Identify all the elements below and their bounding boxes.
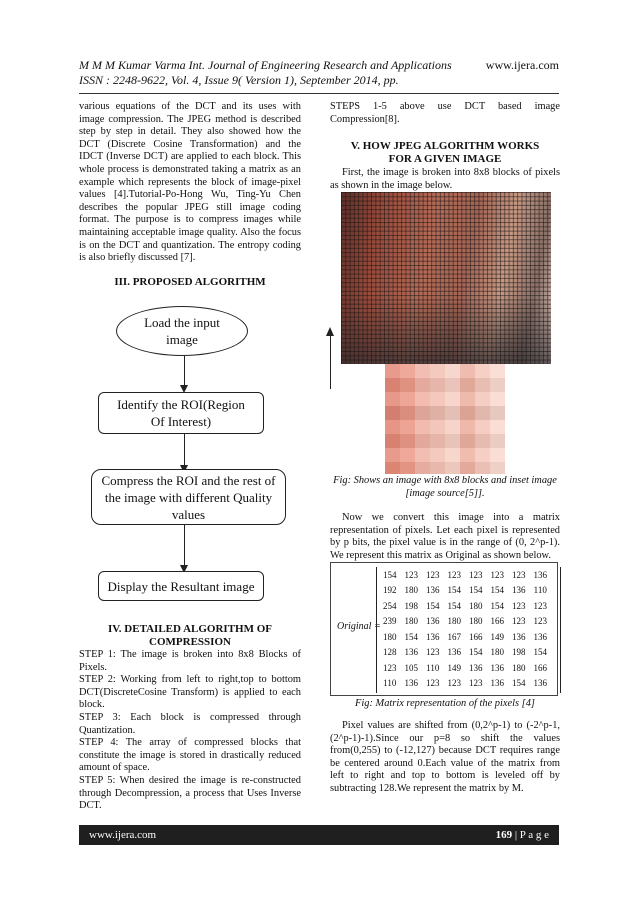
matrix-row [379, 614, 551, 630]
step-2: STEP 2: Working from left to right,top to bottom DCT(DiscreteCosine Transform) is applied to each block. [79, 674, 301, 711]
matrix-cell: 198 [404, 600, 418, 611]
flow-step-display-label: Display the Resultant image [107, 578, 255, 594]
matrix-cell: 154 [404, 631, 418, 642]
matrix-row [379, 660, 551, 676]
left-column [79, 101, 301, 265]
matrix-cell: 154 [426, 600, 440, 611]
matrix-cell: 180 [512, 662, 526, 673]
matrix-cell: 136 [533, 678, 547, 689]
matrix-cell: 123 [512, 600, 526, 611]
matrix-cell: 166 [469, 631, 483, 642]
step-4: STEP 4: The array of compressed blocks that constitute the image is stored in drastically reduced amount of space. [79, 737, 301, 774]
matrix-cell: 198 [512, 647, 526, 658]
matrix-cell: 110 [533, 585, 547, 596]
matrix-cell: 136 [533, 631, 547, 642]
section-heading-5-line2: FOR A GIVEN IMAGE [388, 153, 502, 165]
page-footer [79, 825, 559, 845]
page-label: | P a g e [512, 829, 549, 841]
running-header [79, 58, 559, 88]
section-heading-4 [79, 623, 301, 649]
matrix-cell: 136 [512, 631, 526, 642]
flow-start-label: Load the input image [144, 315, 220, 347]
matrix-row [379, 583, 551, 599]
flow-step-compress-label: Compress the ROI and the rest of the image with different Quality values [101, 472, 276, 522]
steps-list [79, 649, 301, 813]
matrix-cell: 180 [447, 616, 461, 627]
page-number [496, 829, 549, 841]
matrix-cell: 136 [490, 662, 504, 673]
matrix-bracket [376, 567, 561, 693]
matrix-cell: 136 [426, 585, 440, 596]
para-matrix-intro: Now we convert this image into a matrix representation of pixels. Let each pixel is represented by p bits, the pixel value is in the range of (0, 2^p-1). We represent this matrix as Original as shown below. [330, 512, 560, 561]
matrix-cell: 167 [447, 631, 461, 642]
matrix-cell: 180 [469, 616, 483, 627]
page-number-value: 169 [495, 829, 513, 841]
matrix-cell: 136 [426, 616, 440, 627]
flow-arrow-2 [184, 434, 185, 466]
matrix-cell: 166 [490, 616, 504, 627]
inset-pointer-line [330, 335, 331, 389]
journal-line: M M M Kumar Varma Int. Journal of Engineering Research and Applications [79, 58, 452, 72]
matrix-cell: 154 [469, 585, 483, 596]
matrix-cell: 123 [533, 600, 547, 611]
matrix-cell: 123 [383, 662, 397, 673]
matrix-cell: 136 [426, 631, 440, 642]
flow-step-display [98, 571, 264, 601]
matrix-cell: 154 [490, 585, 504, 596]
matrix-cell: 123 [404, 569, 418, 580]
matrix-label: Original = [337, 621, 381, 632]
matrix-cell: 123 [426, 569, 440, 580]
section-heading-4-line2: COMPRESSION [149, 636, 231, 648]
matrix-row [379, 645, 551, 661]
inset-shading [385, 364, 505, 474]
flow-arrow-3 [184, 525, 185, 567]
matrix-cell: 180 [404, 585, 418, 596]
inset-pointer-arrowhead [326, 327, 334, 336]
flow-step-roi-label: Identify the ROI(Region Of Interest) [117, 397, 245, 429]
matrix-cell: 154 [469, 647, 483, 658]
matrix-figure [330, 562, 558, 696]
matrix-row [379, 567, 551, 583]
matrix-cell: 123 [512, 616, 526, 627]
matrix-cell: 128 [383, 647, 397, 658]
matrix-row [379, 598, 551, 614]
matrix-cell: 110 [426, 662, 440, 673]
matrix-cell: 136 [533, 569, 547, 580]
step-3: STEP 3: Each block is compressed through Quantization. [79, 711, 301, 736]
matrix-cell: 180 [383, 631, 397, 642]
matrix-cell: 154 [490, 600, 504, 611]
issn-line: ISSN : 2248-9622, Vol. 4, Issue 9( Version 1), September 2014, pp. [79, 73, 399, 87]
matrix-cell: 123 [447, 678, 461, 689]
matrix-cell: 154 [447, 600, 461, 611]
figure-2-caption: Fig: Matrix representation of the pixels [4] [355, 698, 535, 709]
footer-site-link[interactable]: www.ijera.com [89, 829, 157, 841]
blocked-image-figure [341, 192, 551, 364]
matrix-cell: 154 [383, 569, 397, 580]
matrix-row [379, 629, 551, 645]
flow-step-roi [98, 392, 264, 434]
section-heading-5 [330, 140, 560, 166]
matrix-cell: 149 [490, 631, 504, 642]
right-column-top [330, 101, 560, 126]
matrix-cell: 154 [512, 678, 526, 689]
matrix-cell: 123 [533, 616, 547, 627]
figure-1-caption: Fig: Shows an image with 8x8 blocks and inset image [image source[5]]. [333, 475, 557, 499]
matrix-cell: 136 [404, 647, 418, 658]
matrix-cell: 123 [512, 569, 526, 580]
matrix-cell: 180 [490, 647, 504, 658]
step-1: STEP 1: The image is broken into 8x8 Blocks of Pixels. [79, 649, 301, 673]
matrix-table [379, 567, 551, 691]
matrix-cell: 123 [490, 569, 504, 580]
matrix-cell: 239 [383, 616, 397, 627]
section-heading-5-line1: V. HOW JPEG ALGORITHM WORKS [350, 140, 540, 152]
matrix-cell: 192 [383, 585, 397, 596]
matrix-cell: 123 [469, 678, 483, 689]
para-shift: Pixel values are shifted from (0,2^p-1) to (-2^p-1,(2^p-1)-1).Since our p=8 so shift the values from(0,255) to (-12,127) because DCT requires range be centered around 0.Each value of the matrix from left to right and top to bottom is leveled off by subtracting 128.We represent the matrix by M. [330, 720, 560, 794]
matrix-cell: 136 [404, 678, 418, 689]
header-rule [79, 93, 559, 94]
matrix-cell: 166 [533, 662, 547, 673]
flow-arrow-1 [184, 356, 185, 386]
matrix-cell: 136 [447, 647, 461, 658]
matrix-cell: 149 [447, 662, 461, 673]
step-5: STEP 5: When desired the image is re-constructed through Decompression, a process that Uses Inverse DCT. [79, 774, 301, 812]
matrix-cell: 123 [426, 647, 440, 658]
matrix-cell: 136 [512, 585, 526, 596]
matrix-cell: 123 [426, 678, 440, 689]
matrix-row [379, 676, 551, 692]
intro-paragraph: various equations of the DCT and its uses with image compression. The JPEG method is described step by step in detail. They also showed how the DCT (Discrete Cosine Transformation) and the IDCT (Inverse DCT) are applied to each block. This whole process is demonstrated taking a matrix as an example which represents the block of image-pixel values [4].Tutorial-Po-Hong Wu, Ting-Yu Chen describes the popular JPEG still image coding format. The purpose is to compress images while maintaining acceptable image quality. Also the focus is on the DCT and quantization. The entropy coding is also briefly discussed [7]. [79, 101, 301, 264]
matrix-cell: 180 [404, 616, 418, 627]
matrix-cell: 136 [469, 662, 483, 673]
section-heading-3: III. PROPOSED ALGORITHM [114, 276, 266, 288]
header-site-link[interactable]: www.ijera.com [485, 58, 559, 72]
section-heading-4-line1: IV. DETAILED ALGORITHM OF [107, 623, 272, 635]
matrix-cell: 123 [447, 569, 461, 580]
steps-continuation: STEPS 1-5 above use DCT based image Compression[8]. [330, 101, 560, 125]
matrix-cell: 154 [447, 585, 461, 596]
matrix-cell: 105 [404, 662, 418, 673]
para-blocks: First, the image is broken into 8x8 blocks of pixels as shown in the image below. [330, 167, 560, 191]
matrix-cell: 123 [469, 569, 483, 580]
flow-start-oval [116, 306, 248, 356]
inset-image [385, 364, 505, 474]
matrix-cell: 180 [469, 600, 483, 611]
matrix-cell: 110 [383, 678, 397, 689]
matrix-cell: 254 [383, 600, 397, 611]
matrix-cell: 136 [490, 678, 504, 689]
matrix-cell: 154 [533, 647, 547, 658]
flow-step-compress [91, 469, 286, 525]
